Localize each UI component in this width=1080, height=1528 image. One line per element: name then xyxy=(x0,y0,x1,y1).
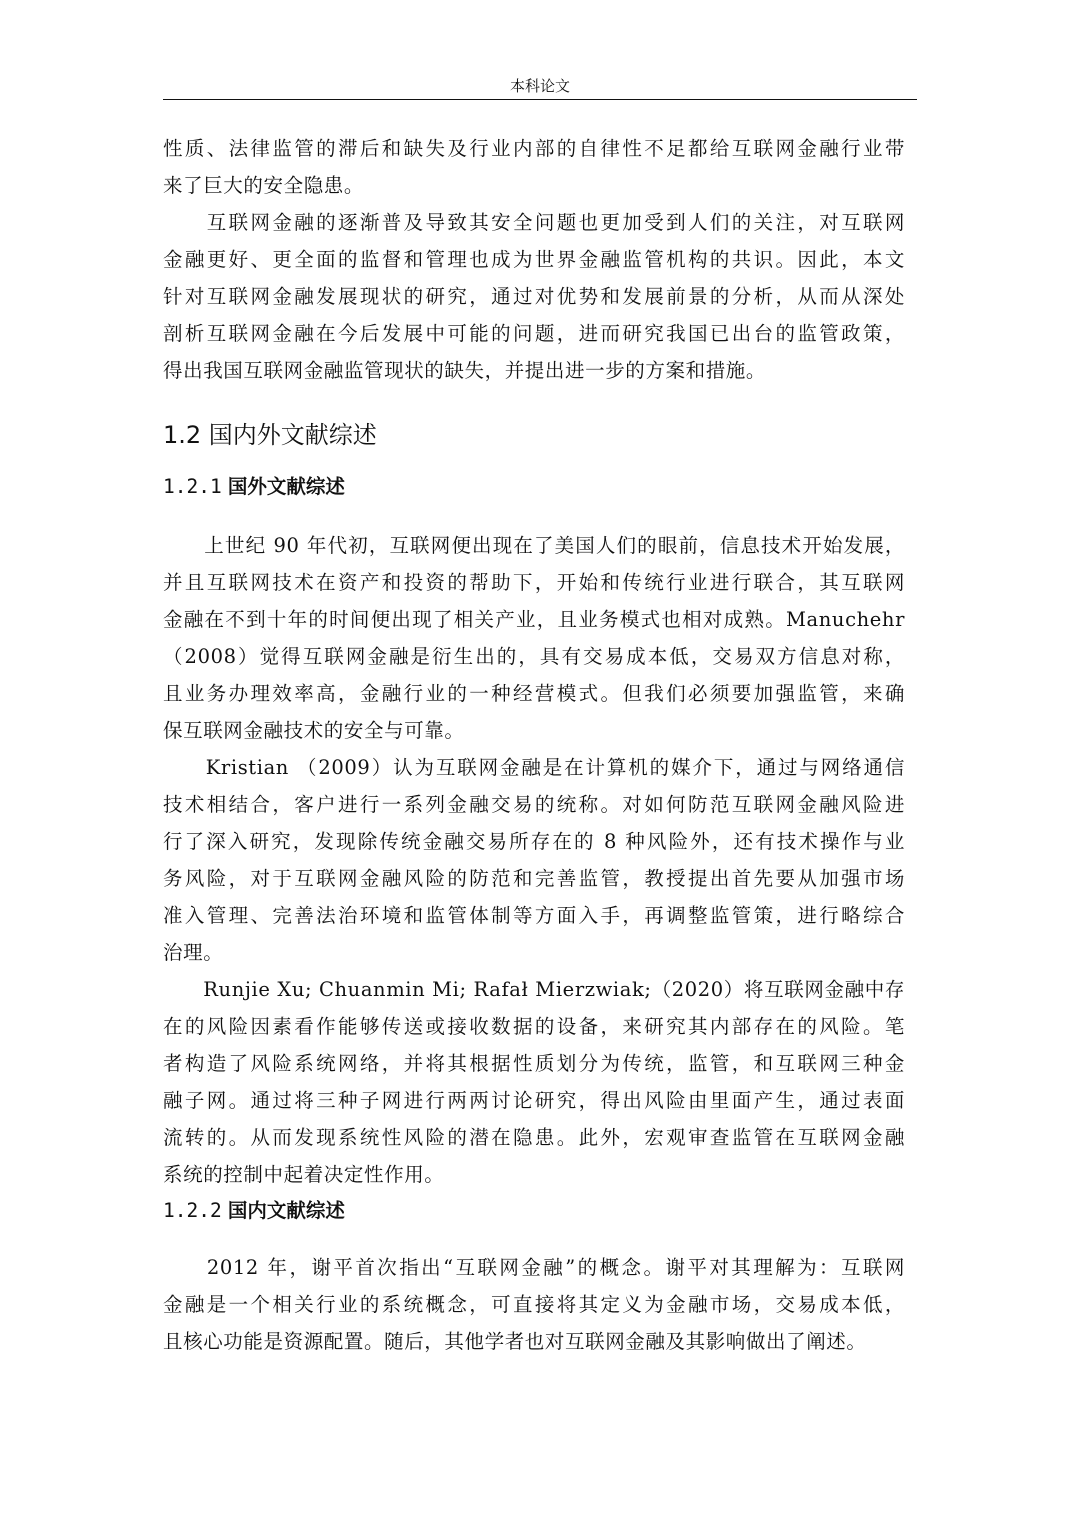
subsection-heading-domestic xyxy=(163,1196,345,1226)
text-line: 行了深入研究，发现除传统金融交易所存在的 8 种风险外，还有技术操作与业 xyxy=(163,830,905,853)
text-line: 金融更好、更全面的监督和管理也成为世界金融监管机构的共识。因此，本文 xyxy=(163,248,905,271)
text-line: 互联网金融的逐渐普及导致其安全问题也更加受到人们的关注，对互联网 xyxy=(163,211,905,234)
text-line: 流转的。从而发现系统性风险的潜在隐患。此外，宏观审查监管在互联网金融 xyxy=(163,1126,905,1149)
text-line: 系统的控制中起着决定性作用。 xyxy=(163,1163,445,1186)
text-line: Runjie Xu; Chuanmin Mi; Rafał Mierzwiak;（2020）将互联网金融中存 xyxy=(163,978,905,1001)
text-line: 且核心功能是资源配置。随后，其他学者也对互联网金融及其影响做出了阐述。 xyxy=(163,1330,867,1353)
subsection-title: 国外文献综述 xyxy=(227,475,345,498)
text-line: 剖析互联网金融在今后发展中可能的问题，进而研究我国已出台的监管政策， xyxy=(163,322,905,345)
text-line: 准入管理、完善法治环境和监管体制等方面入手，再调整监管策，进行略综合 xyxy=(163,904,905,927)
text-line: Kristian （2009）认为互联网金融是在计算机的媒介下，通过与网络通信 xyxy=(163,756,905,779)
text-line: 治理。 xyxy=(163,941,224,964)
subsection-number: 1.2.1 xyxy=(163,475,222,498)
text-line: 性质、法律监管的滞后和缺失及行业内部的自律性不足都给互联网金融行业带 xyxy=(163,137,905,160)
text-line: 者构造了风险系统网络，并将其根据性质划分为传统，监管，和互联网三种金 xyxy=(163,1052,905,1075)
page-header-title: 本科论文 xyxy=(509,77,570,95)
text-line: 上世纪 90 年代初，互联网便出现在了美国人们的眼前，信息技术开始发展， xyxy=(163,534,905,557)
text-line: 并且互联网技术在资产和投资的帮助下，开始和传统行业进行联合，其互联网 xyxy=(163,571,905,594)
text-line: 金融是一个相关行业的系统概念，可直接将其定义为金融市场，交易成本低， xyxy=(163,1293,905,1316)
text-line: 金融在不到十年的时间便出现了相关产业，且业务模式也相对成熟。Manuchehr xyxy=(163,608,905,631)
text-line: （2008）觉得互联网金融是衍生出的，具有交易成本低，交易双方信息对称， xyxy=(163,645,905,668)
subsection-number: 1.2.2 xyxy=(163,1199,222,1222)
text-line: 2012 年，谢平首次指出“互联网金融”的概念。谢平对其理解为：互联网 xyxy=(163,1256,905,1279)
text-line: 保互联网金融技术的安全与可靠。 xyxy=(163,719,465,742)
text-line: 务风险，对于互联网金融风险的防范和完善监管，教授提出首先要从加强市场 xyxy=(163,867,905,890)
text-line: 来了巨大的安全隐患。 xyxy=(163,174,365,197)
text-line: 在的风险因素看作能够传送或接收数据的设备，来研究其内部存在的风险。笔 xyxy=(163,1015,905,1038)
text-line: 得出我国互联网金融监管现状的缺失，并提出进一步的方案和措施。 xyxy=(163,359,767,382)
section-heading: 1.2 国内外文献综述 xyxy=(163,421,377,449)
subsection-title: 国内文献综述 xyxy=(227,1199,345,1222)
text-line: 融子网。通过将三种子网进行两两讨论研究，得出风险由里面产生，通过表面 xyxy=(163,1089,905,1112)
subsection-heading-foreign xyxy=(163,472,345,502)
header-rule xyxy=(163,99,917,100)
text-line: 技术相结合，客户进行一系列金融交易的统称。对如何防范互联网金融风险进 xyxy=(163,793,905,816)
text-line: 针对互联网金融发展现状的研究，通过对优势和发展前景的分析，从而从深处 xyxy=(163,285,905,308)
text-line: 且业务办理效率高，金融行业的一种经营模式。但我们必须要加强监管，来确 xyxy=(163,682,905,705)
